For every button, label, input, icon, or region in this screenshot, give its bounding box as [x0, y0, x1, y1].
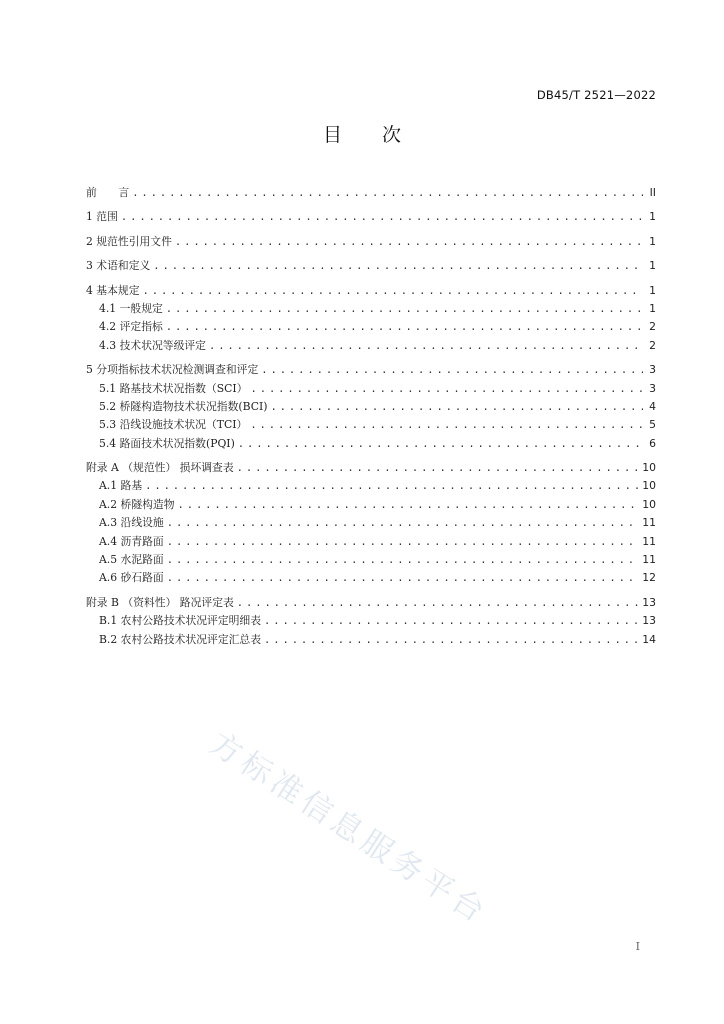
toc-leader-dots [153, 257, 643, 275]
toc-leader-dots [121, 208, 643, 226]
toc-entry-page: 3 [649, 381, 656, 395]
toc-leader-dots [251, 380, 644, 398]
toc-entry-label: 前 言 [86, 185, 130, 199]
toc-entry[interactable] [86, 612, 656, 630]
toc-entry-label: 附录 A （规范性） 损坏调查表 [86, 461, 234, 475]
toc-entry-page: 1 [649, 210, 656, 224]
toc-entry-page: 10 [642, 497, 656, 511]
toc-entry[interactable] [86, 300, 656, 318]
toc-entry[interactable] [86, 514, 656, 532]
page-number: I [635, 940, 640, 953]
toc-entry-page: 10 [642, 479, 656, 493]
toc-entry[interactable] [86, 208, 656, 226]
toc-entry-page: 5 [649, 418, 656, 432]
toc-entry[interactable] [86, 337, 656, 355]
toc-entry[interactable] [86, 416, 656, 434]
toc-entry-page: 3 [649, 363, 656, 377]
toc-entry-page: 11 [642, 553, 656, 567]
toc-entry-page: 11 [642, 516, 656, 530]
toc-entry-label: 5.2 桥隧构造物技术状况指数(BCI) [99, 399, 268, 413]
toc-entry-page: 2 [649, 338, 656, 352]
toc-leader-dots [167, 533, 640, 551]
toc-leader-dots [167, 551, 640, 569]
toc-entry-page: 12 [642, 571, 656, 585]
toc-leader-dots [264, 612, 639, 630]
toc-leader-dots [132, 184, 643, 202]
toc-entry-page: 4 [649, 399, 656, 413]
toc-leader-dots [143, 282, 644, 300]
toc-entry-label: 4.1 一般规定 [99, 301, 163, 315]
toc-entry-label: 5.1 路基技术状况指数（SCI） [99, 381, 248, 395]
toc-entry-label: A.1 路基 [99, 479, 143, 493]
toc-entry-label: B.2 农村公路技术状况评定汇总表 [99, 632, 262, 646]
toc-entry-label: A.3 沿线设施 [99, 516, 164, 530]
toc-leader-dots [237, 459, 640, 477]
toc-entry-label: 2 规范性引用文件 [86, 234, 172, 248]
toc-entry-label: A.4 沥青路面 [99, 534, 164, 548]
toc-entry-label: A.5 水泥路面 [99, 553, 164, 567]
toc-entry-page: 14 [642, 632, 656, 646]
toc-leader-dots [145, 477, 639, 495]
toc-entry-page: 6 [649, 436, 656, 450]
toc-entry[interactable] [86, 361, 656, 379]
toc-leader-dots [270, 398, 643, 416]
toc-entry[interactable] [86, 631, 656, 649]
toc-leader-dots [264, 631, 639, 649]
toc-entry-label: 5.4 路面技术状况指数(PQI) [99, 436, 235, 450]
toc-entry-page: II [649, 185, 656, 199]
toc-entry-page: 1 [649, 283, 656, 297]
toc-entry-page: 11 [642, 534, 656, 548]
toc-leader-dots [250, 416, 643, 434]
toc-leader-dots [238, 435, 643, 453]
toc-entry-page: 13 [642, 595, 656, 609]
toc-entry-label: 5 分项指标技术状况检测调查和评定 [86, 363, 259, 377]
toc-entry[interactable] [86, 398, 656, 416]
toc-leader-dots [166, 318, 643, 336]
toc-entry-label: B.1 农村公路技术状况评定明细表 [99, 614, 262, 628]
standard-code: DB45/T 2521—2022 [536, 88, 656, 102]
toc-entry[interactable] [86, 380, 656, 398]
toc-entry-label: A.6 砂石路面 [99, 571, 164, 585]
page-title-part2: 次 [382, 124, 402, 146]
toc-entry[interactable] [86, 533, 656, 551]
toc-entry[interactable] [86, 594, 656, 612]
toc-entry[interactable] [86, 318, 656, 336]
toc-entry[interactable] [86, 257, 656, 275]
toc-entry-label: 4 基本规定 [86, 283, 140, 297]
toc-entry-page: 2 [649, 320, 656, 334]
toc-entry[interactable] [86, 184, 656, 202]
toc-entry-page: 1 [649, 234, 656, 248]
toc-leader-dots [261, 361, 643, 379]
toc-leader-dots [166, 300, 643, 318]
page-title-part1: 目 [322, 124, 342, 146]
table-of-contents [86, 184, 656, 649]
toc-leader-dots [167, 514, 640, 532]
toc-entry-label: 3 术语和定义 [86, 259, 151, 273]
toc-entry-page: 1 [649, 301, 656, 315]
toc-entry[interactable] [86, 477, 656, 495]
toc-entry-label: 4.2 评定指标 [99, 320, 163, 334]
toc-leader-dots [175, 233, 643, 251]
toc-entry-label: 5.3 沿线设施技术状况（TCI） [99, 418, 248, 432]
toc-entry[interactable] [86, 435, 656, 453]
toc-entry-label: A.2 桥隧构造物 [99, 497, 175, 511]
toc-entry[interactable] [86, 551, 656, 569]
toc-leader-dots [167, 569, 640, 587]
toc-entry[interactable] [86, 569, 656, 587]
watermark: 方标准信息服务平台 [203, 725, 495, 932]
toc-entry-label: 4.3 技术状况等级评定 [99, 338, 206, 352]
page-title [0, 120, 724, 147]
toc-entry-label: 1 范围 [86, 210, 118, 224]
toc-entry-page: 13 [642, 614, 656, 628]
toc-leader-dots [237, 594, 639, 612]
toc-entry-label: 附录 B （资料性） 路况评定表 [86, 595, 234, 609]
toc-entry[interactable] [86, 233, 656, 251]
toc-entry[interactable] [86, 282, 656, 300]
toc-leader-dots [209, 337, 643, 355]
toc-entry-page: 1 [649, 259, 656, 273]
toc-leader-dots [178, 496, 640, 514]
toc-entry[interactable] [86, 496, 656, 514]
toc-entry-page: 10 [642, 461, 656, 475]
toc-entry[interactable] [86, 459, 656, 477]
